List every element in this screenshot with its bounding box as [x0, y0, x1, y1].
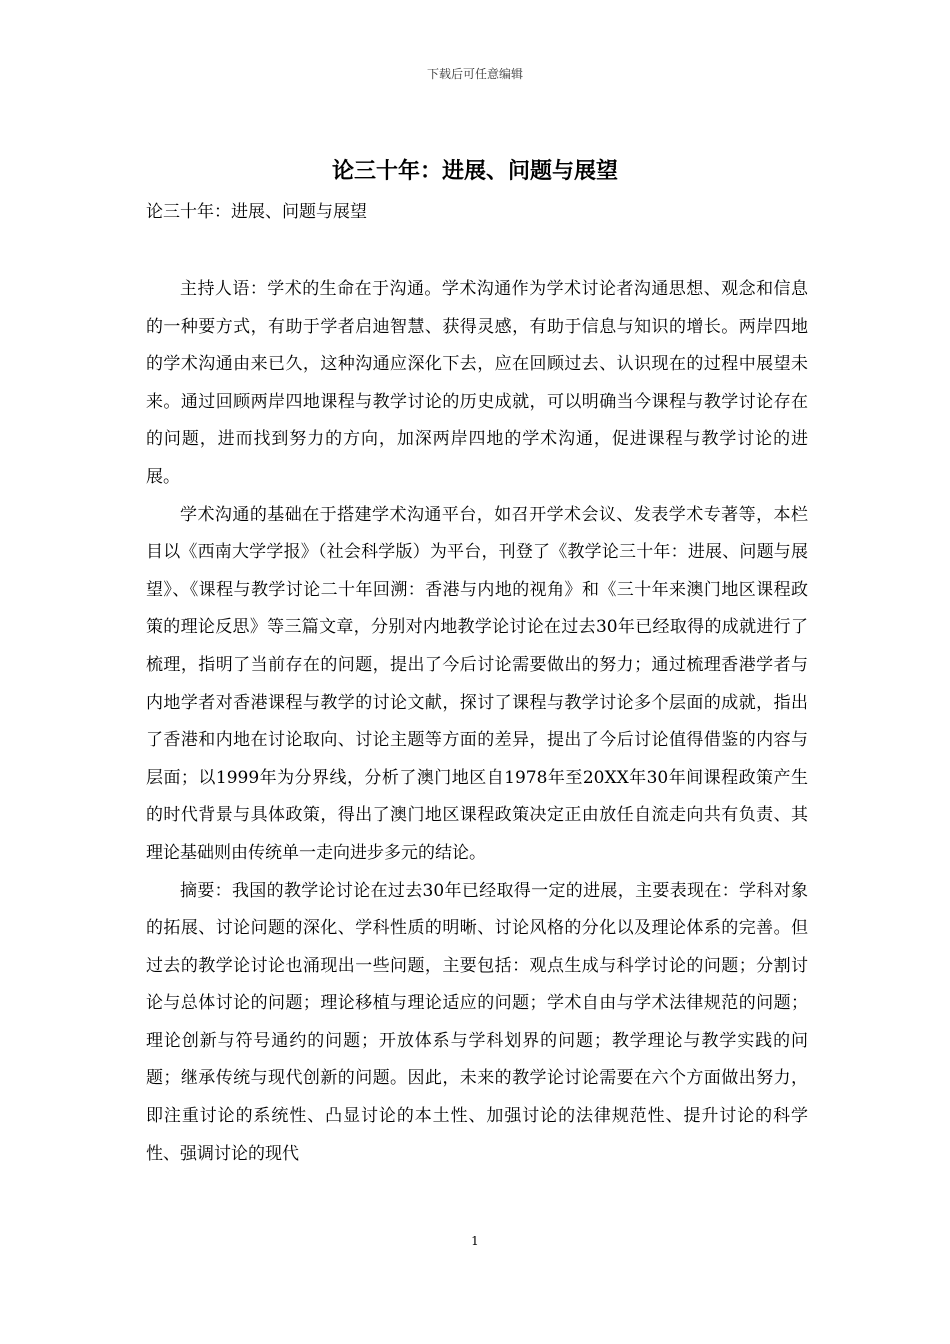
paragraph-platform: 学术沟通的基础在于搭建学术沟通平台，如召开学术会议、发表学术专著等，本栏目以《西南大学学报》（社会科学版）为平台，刊登了《教学论三十年：进展、问题与展望》、《课程与教学讨论二十年回溯：香港与内地的视角》和《三十年来澳门地区课程政策的理论反思》等三篇文章，分别对内地教学论讨论在过去30年已经取得的成就进行了梳理，指明了当前存在的问题，提出了今后讨论需要做出的努力；通过梳理香港学者与内地学者对香港课程与教学的讨论文献，探讨了课程与教学讨论多个层面的成就，指出了香港和内地在讨论取向、讨论主题等方面的差异，提出了今后讨论值得借鉴的内容与层面；以1999年为分界线，分析了澳门地区自1978年至20XX年30年间课程政策产生的时代背景与具体政策，得出了澳门地区课程政策决定正由放任自流走向共有负责、其理论基础则由传统单一走向进步多元的结论。 — [146, 504, 808, 863]
paragraph-host-intro: 主持人语：学术的生命在于沟通。学术沟通作为学术讨论者沟通思想、观念和信息的一种要方式，有助于学者启迪智慧、获得灵感，有助于信息与知识的增长。两岸四地的学术沟通由来已久，这种沟通应深化下去，应在回顾过去、认识现在的过程中展望未来。通过回顾两岸四地课程与教学讨论的历史成就，可以明确当今课程与教学讨论存在的问题，进而找到努力的方向，加深两岸四地的学术沟通，促进课程与教学讨论的进展。 — [146, 279, 808, 487]
document-title: 论三十年：进展、问题与展望 — [331, 158, 618, 184]
document-subtitle: 论三十年：进展、问题与展望 — [146, 202, 367, 222]
page-number: 1 — [471, 1234, 479, 1248]
page-header: 下载后可任意编辑 — [426, 67, 523, 81]
document-body — [146, 271, 808, 1173]
paragraph-abstract: 摘要：我国的教学论讨论在过去30年已经取得一定的进展，主要表现在：学科对象的拓展、讨论问题的深化、学科性质的明晰、讨论风格的分化以及理论体系的完善。但过去的教学论讨论也涌现出一些问题，主要包括：观点生成与科学讨论的问题；分割讨论与总体讨论的问题；理论移植与理论适应的问题；学术自由与学术法律规范的问题；理论创新与符号通约的问题；开放体系与学科划界的问题；教学理论与教学实践的问题；继承传统与现代创新的问题。因此，未来的教学论讨论需要在六个方面做出努力，即注重讨论的系统性、凸显讨论的本土性、加强讨论的法律规范性、提升讨论的科学性、强调讨论的现代 — [146, 880, 808, 1164]
